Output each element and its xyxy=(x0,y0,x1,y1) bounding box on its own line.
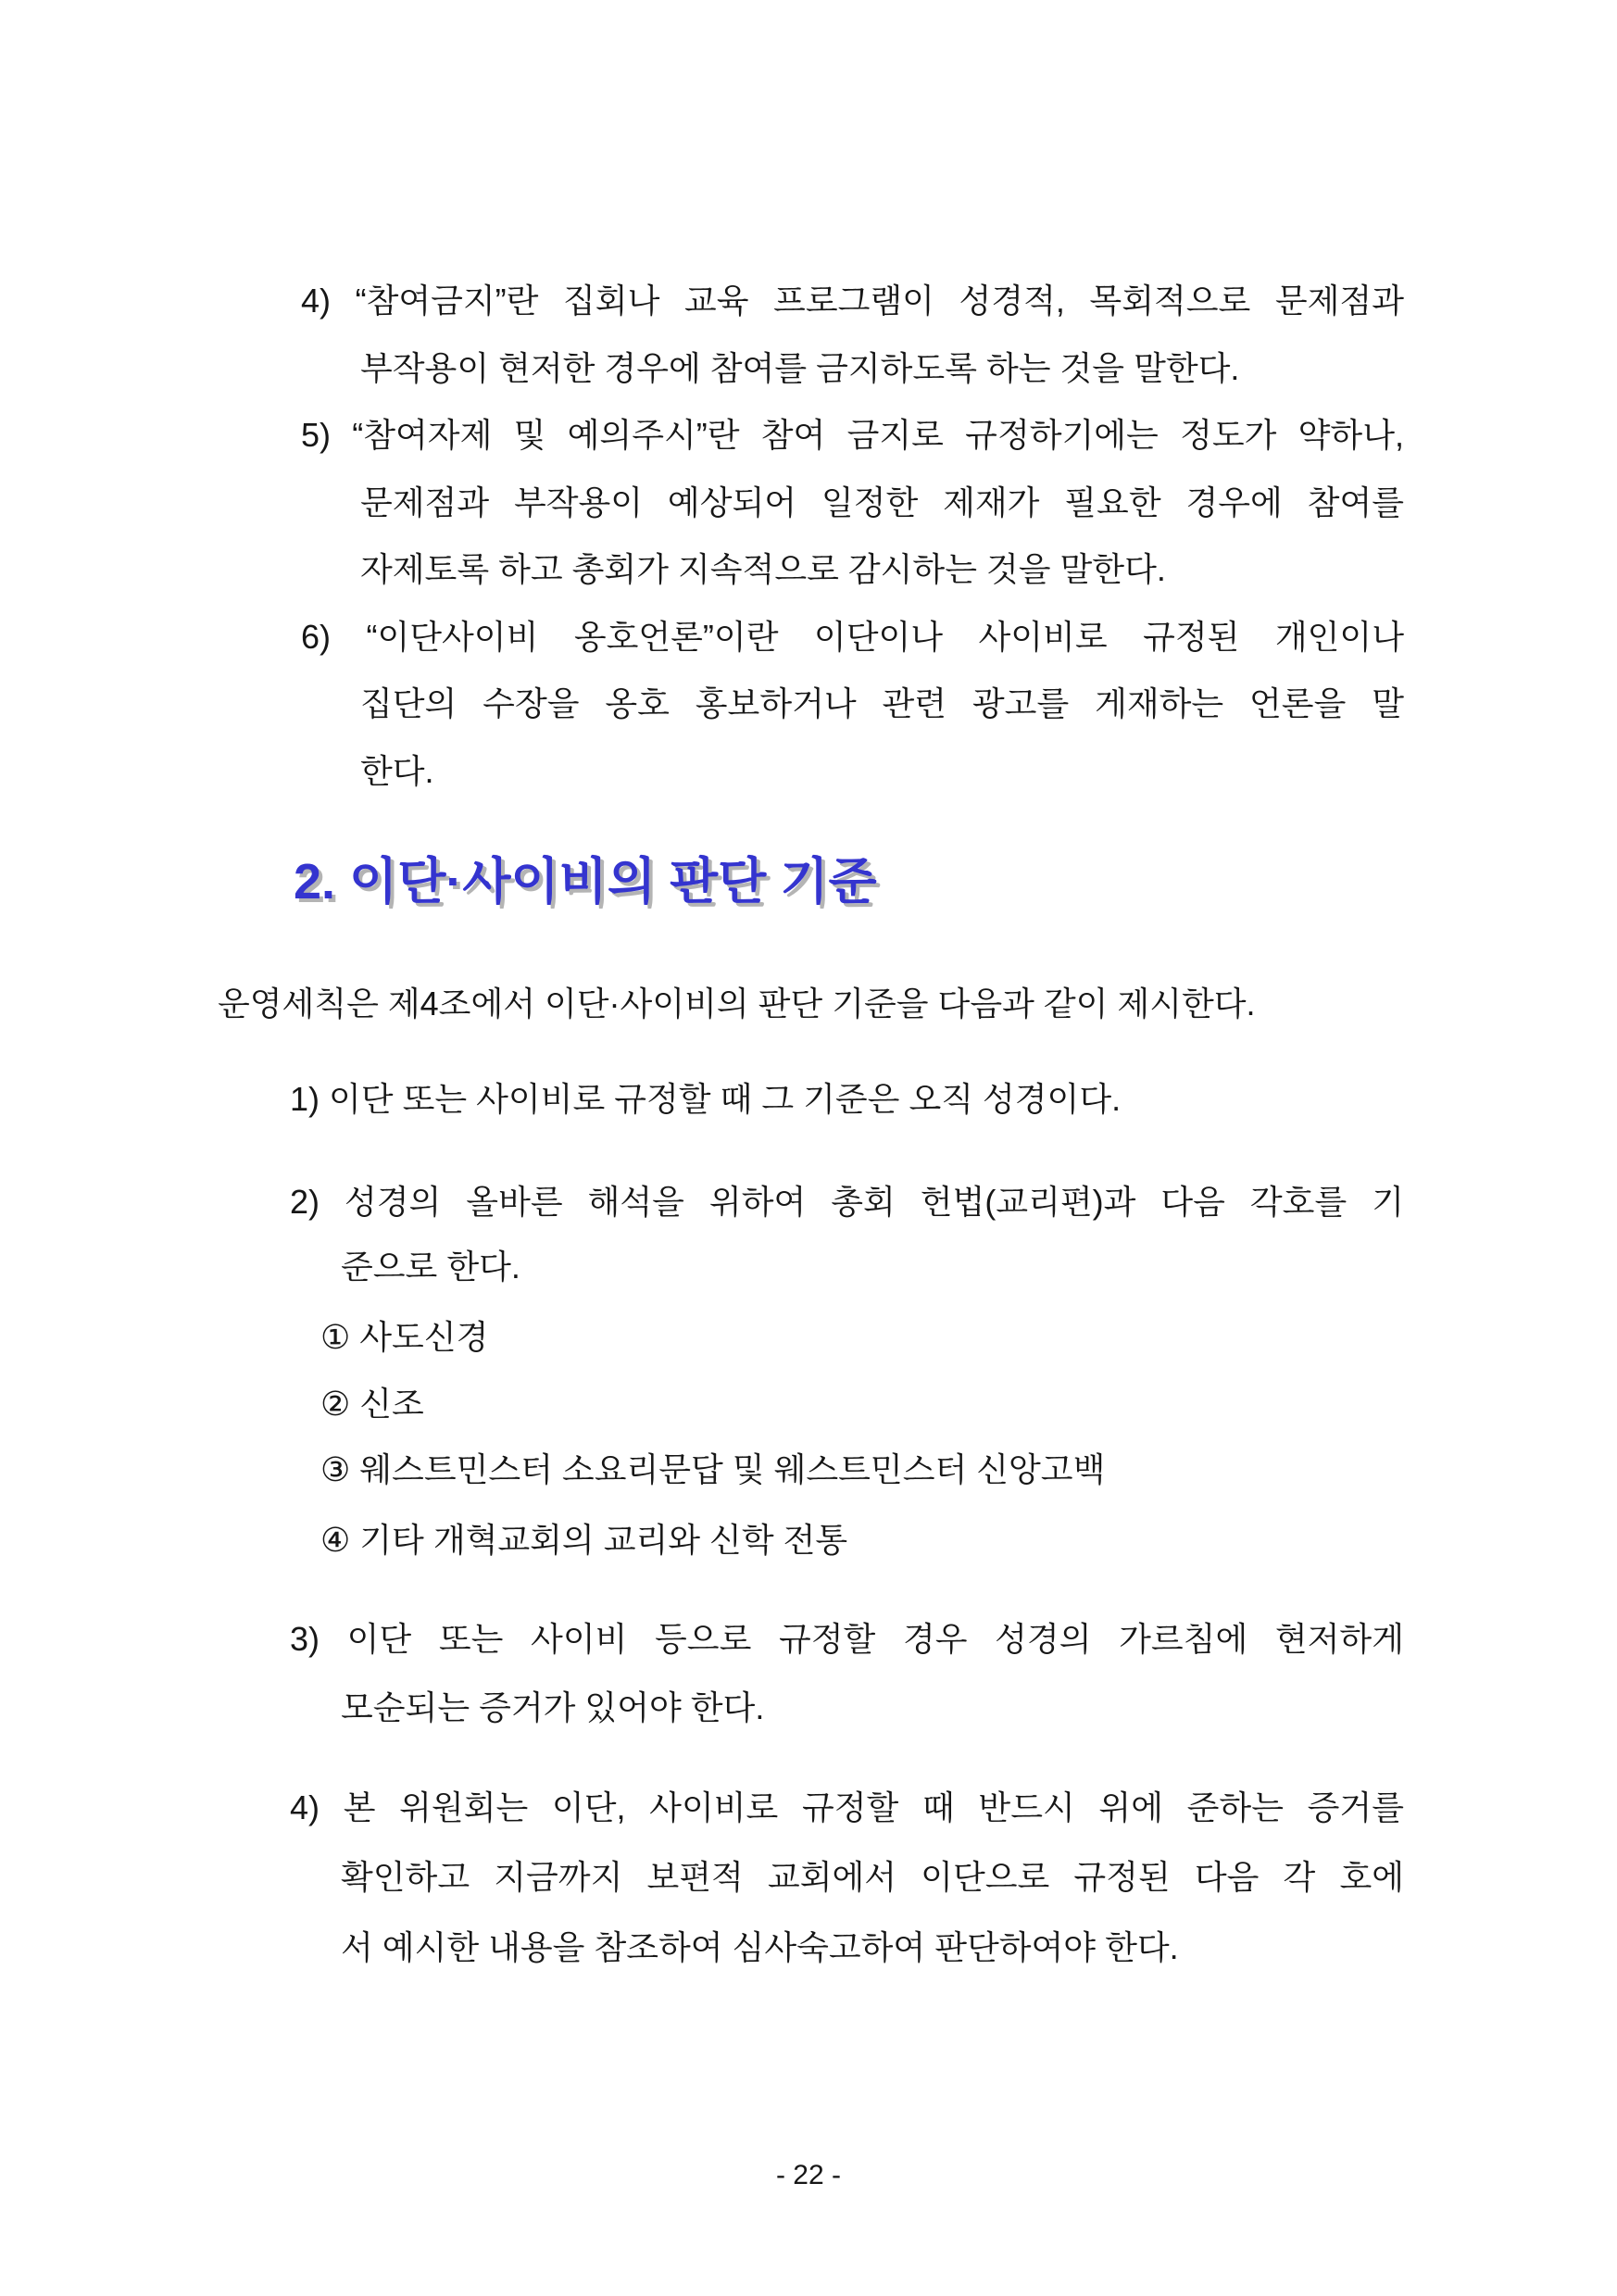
sub-item: ③ 웨스트민스터 소요리문답 및 웨스트민스터 신앙고백 xyxy=(320,1450,1106,1488)
definition-6-line-3: 한다. xyxy=(360,752,434,790)
criterion-4-line-2: 확인하고 지금까지 보편적 교회에서 이단으로 규정된 다음 각 호에 xyxy=(341,1858,1404,1896)
definition-4-line-2: 부작용이 현저한 경우에 참여를 금지하도록 하는 것을 말한다. xyxy=(360,349,1240,387)
definition-5-line-1: 5) “참여자제 및 예의주시”란 참여 금지로 규정하기에는 정도가 약하나, xyxy=(301,416,1404,454)
sub-item: ① 사도신경 xyxy=(320,1318,489,1356)
definition-6-line-2: 집단의 수장을 옹호 홍보하거나 관련 광고를 게재하는 언론을 말 xyxy=(360,684,1404,722)
definition-5-line-3: 자제토록 하고 총회가 지속적으로 감시하는 것을 말한다. xyxy=(360,550,1166,588)
criterion-3-line-2: 모순되는 증거가 있어야 한다. xyxy=(341,1688,765,1726)
criterion-2-line-1: 2) 성경의 올바른 해석을 위하여 총회 헌법(교리편)과 다음 각호를 기 xyxy=(290,1183,1404,1221)
criterion-3-line-1: 3) 이단 또는 사이비 등으로 규정할 경우 성경의 가르침에 현저하게 xyxy=(290,1620,1404,1658)
sub-item: ④ 기타 개혁교회의 교리와 신학 전통 xyxy=(320,1521,848,1559)
criterion-1-line-1: 1) 이단 또는 사이비로 규정할 때 그 기준은 오직 성경이다. xyxy=(290,1080,1122,1118)
criterion-2-line-2: 준으로 한다. xyxy=(341,1248,520,1286)
definition-4-line-1: 4) “참여금지”란 집회나 교육 프로그램이 성경적, 목회적으로 문제점과 xyxy=(301,282,1404,320)
definition-5-line-2: 문제점과 부작용이 예상되어 일정한 제재가 필요한 경우에 참여를 xyxy=(360,483,1404,521)
criterion-4-line-1: 4) 본 위원회는 이단, 사이비로 규정할 때 반드시 위에 준하는 증거를 xyxy=(290,1788,1404,1826)
intro-paragraph: 운영세칙은 제4조에서 이단·사이비의 판단 기준을 다음과 같이 제시한다. xyxy=(218,985,1256,1023)
sub-item: ② 신조 xyxy=(320,1385,424,1423)
definition-6-line-1: 6) “이단사이비 옹호언론”이란 이단이나 사이비로 규정된 개인이나 xyxy=(301,618,1404,656)
section-heading: 2. 이단·사이비의 판단 기준 xyxy=(294,854,877,910)
criterion-4-line-3: 서 예시한 내용을 참조하여 심사숙고하여 판단하여야 한다. xyxy=(341,1928,1179,1966)
page-number: - 22 - xyxy=(775,2160,842,2190)
